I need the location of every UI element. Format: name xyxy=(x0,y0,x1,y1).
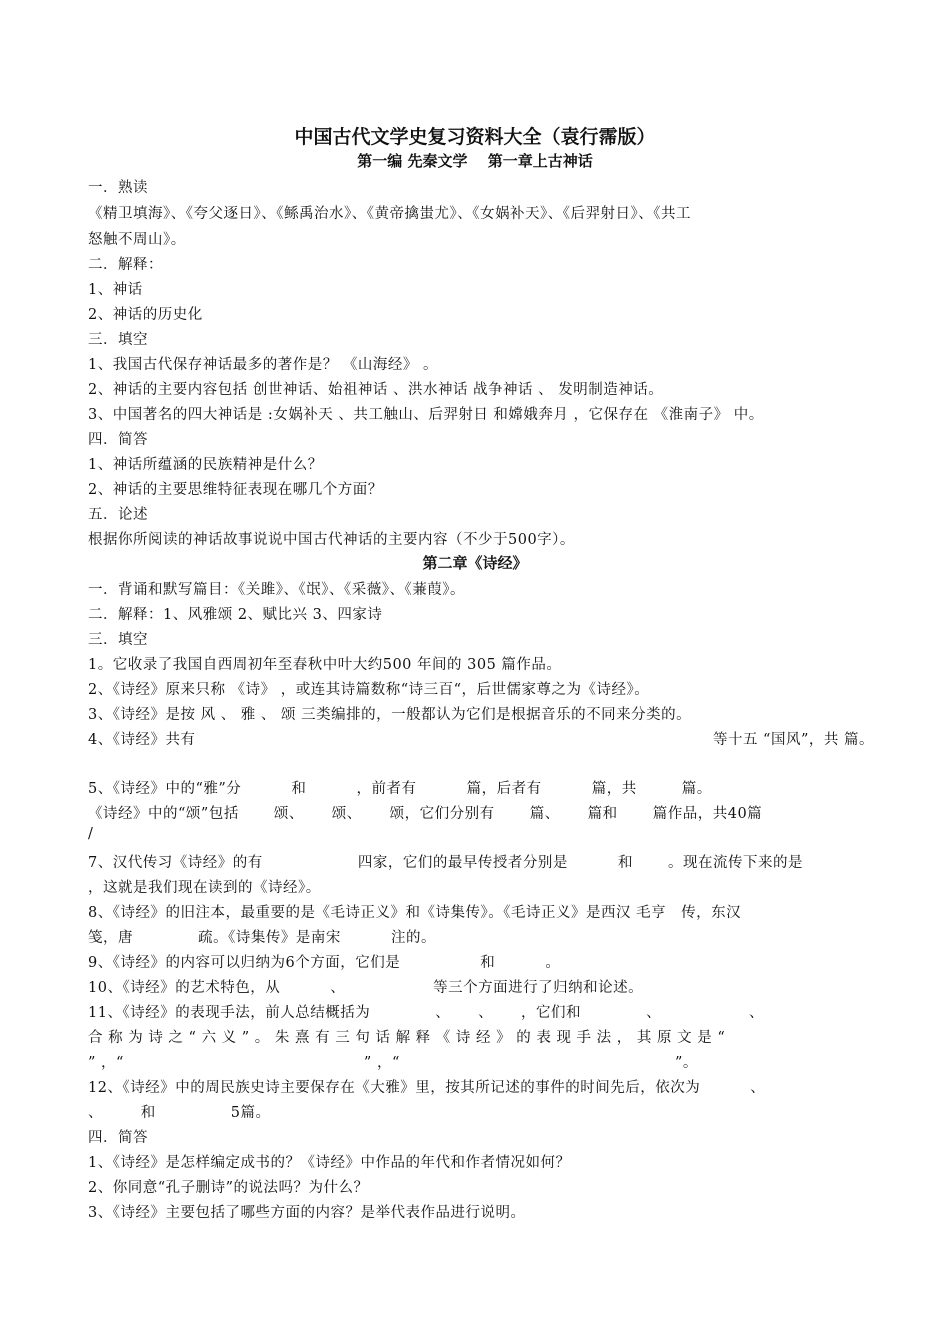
text-line: 根据你所阅读的神话故事说说中国古代神话的主要内容（不少于500字）。 xyxy=(88,532,575,548)
text-line: 1、我国古代保存神话最多的著作是？ 《山海经》 。 xyxy=(88,357,438,373)
text-line: 3、《诗经》是按 风 、 雅 、 颂 三类编排的，一般都认为它们是根据音乐的不同来分类的。 xyxy=(88,707,692,723)
text-line: / xyxy=(88,826,94,842)
section-subtitle: 第一编 先秦文学 第一章上古神话 xyxy=(357,152,593,170)
text-line: 、 和 5篇。 xyxy=(88,1105,271,1121)
text-line: 2、神话的主要思维特征表现在哪几个方面？ xyxy=(88,482,383,498)
chapter-title: 第二章《诗经》 xyxy=(422,554,528,572)
text-line: 11、《诗经》的表现手法，前人总结概括为 、 、 ，它们和 、 、 xyxy=(88,1005,764,1021)
text-line: 合 称 为 诗 之 “ 六 义 ” 。 朱 熹 有 三 句 话 解 释 《 诗 经 》 的 表 现 手 法 ， 其 原 文 是 “ xyxy=(88,1030,726,1046)
text-line: 10、《诗经》的艺术特色，从 、 等三个方面进行了归纳和论述。 xyxy=(88,980,644,996)
text-line-right: 等十五 “国风”，共 篇。 xyxy=(712,732,874,748)
text-line: 怒触不周山》。 xyxy=(88,232,186,248)
text-line: 五．论述 xyxy=(88,507,148,523)
document-title: 中国古代文学史复习资料大全（袁行霈版） xyxy=(294,126,656,148)
text-line: 一．背诵和默写篇目：《关雎》、《氓》、《采薇》、《蒹葭》。 xyxy=(88,582,465,598)
text-line: 2、你同意“孔子删诗”的说法吗？为什么？ xyxy=(88,1180,369,1196)
text-line: 2、神话的历史化 xyxy=(88,307,203,323)
text-line: ，这就是我们现在读到的《诗经》。 xyxy=(88,880,321,896)
text-line: 《精卫填海》、《夸父逐日》、《鲧禹治水》、《黄帝擒蚩尤》、《女娲补天》、《后羿射日》、《共工 xyxy=(88,206,691,222)
text-line: 1。它收录了我国自西周初年至春秋中叶大约500 年间的 305 篇作品。 xyxy=(88,657,562,673)
text-line: 9、《诗经》的内容可以归纳为6个方面，它们是 和 。 xyxy=(88,955,561,971)
text-line: 3、《诗经》主要包括了哪些方面的内容？是举代表作品进行说明。 xyxy=(88,1205,526,1221)
text-line: 一．熟读 xyxy=(88,180,148,196)
text-line: 3、中国著名的四大神话是 :女娲补天 、共工触山、后羿射日 和嫦娥奔月 ，它保存在 《淮南子》 中。 xyxy=(88,407,764,423)
text-line: 二．解释： xyxy=(88,257,163,273)
text-line: 1、《诗经》是怎样编定成书的？《诗经》中作品的年代和作者情况如何？ xyxy=(88,1155,571,1171)
text-line: 四．简答 xyxy=(88,432,148,448)
text-line: 《诗经》中的“颂”包括 颂、 颂、 颂，它们分别有 篇、 篇和 篇作品，共40篇 xyxy=(88,806,763,822)
text-line: 5、《诗经》中的“雅”分 和 ，前者有 篇，后者有 篇，共 篇。 xyxy=(88,781,712,797)
text-line: ” ，“ ” ，“ ”。 xyxy=(88,1055,698,1071)
text-line: 1、神话所蕴涵的民族精神是什么？ xyxy=(88,457,323,473)
text-line: 三．填空 xyxy=(88,632,148,648)
text-line: 三．填空 xyxy=(88,332,148,348)
text-line: 笺，唐 疏。《诗集传》是南宋 注的。 xyxy=(88,930,436,946)
text-line: 4、《诗经》共有 xyxy=(88,732,196,748)
text-line: 8、《诗经》的旧注本，最重要的是《毛诗正义》和《诗集传》。《毛诗正义》是西汉 毛亨 传，东汉 xyxy=(88,905,742,921)
text-line: 四．简答 xyxy=(88,1130,148,1146)
text-line: 二．解释：1、风雅颂 2、赋比兴 3、四家诗 xyxy=(88,607,383,623)
text-line: 1、神话 xyxy=(88,282,143,298)
text-line: 7、汉代传习《诗经》的有 四家，它们的最早传授者分别是 和 。现在流传下来的是 xyxy=(88,855,804,871)
text-line: 12、《诗经》中的周民族史诗主要保存在《大雅》里，按其所记述的事件的时间先后，依次为 、 xyxy=(88,1080,766,1096)
text-line: 2、神话的主要内容包括 创世神话、始祖神话 、洪水神话 战争神话 、 发明制造神话。 xyxy=(88,382,664,398)
text-line: 2、《诗经》原来只称 《诗》 ，或连其诗篇数称“诗三百“，后世儒家尊之为《诗经》。 xyxy=(88,682,650,698)
